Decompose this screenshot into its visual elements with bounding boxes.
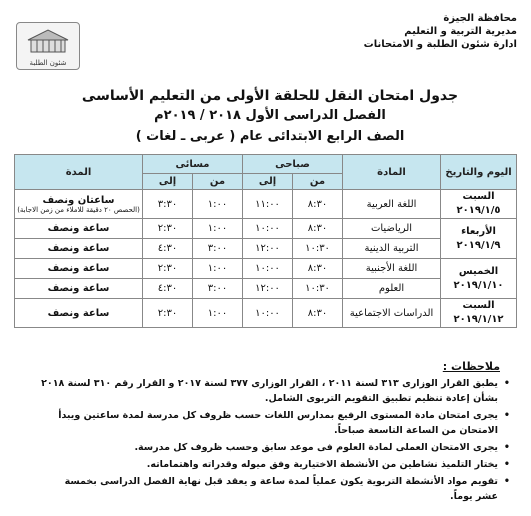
evening-to-cell: ٢:٣٠	[143, 219, 193, 239]
day-date: ٢٠١٩/١/١٠	[453, 279, 504, 291]
note-line: بشأن إعادة تنظيم تطبيق التقويم التربوى الشامل.	[264, 393, 498, 404]
duration-value: ساعتان ونصف	[42, 194, 115, 206]
morning-to-cell: ١٠:٠٠	[243, 259, 293, 279]
evening-to-header: إلى	[143, 174, 193, 190]
subject-cell: الرياضيات	[343, 219, 441, 239]
morning-to-header: إلى	[243, 174, 293, 190]
evening-to-cell: ٤:٣٠	[143, 239, 193, 259]
note-line: يطبق القرار الوزارى ٣١٣ لسنة ٢٠١١ ، القرار الوزارى ٣٧٧ لسنة ٢٠١٧ و القرار رقم ٣١٠ لسنة ٢٠١٨	[41, 378, 498, 389]
list-item	[14, 457, 510, 472]
day-cell	[441, 299, 517, 328]
logo-caption: شئون الطلبة	[29, 59, 67, 67]
notes-title: ملاحظات :	[442, 360, 500, 373]
governorate-name: محافظة الجيزة	[443, 13, 517, 24]
day-cell	[441, 219, 517, 259]
evening-to-cell: ٢:٣٠	[143, 259, 193, 279]
morning-to-cell: ١٢:٠٠	[243, 239, 293, 259]
building-icon	[23, 26, 73, 56]
morning-from-cell: ٨:٣٠	[293, 219, 343, 239]
morning-to-cell: ١٠:٠٠	[243, 219, 293, 239]
note-line: تقويم مواد الأنشطة التربوية يكون عملياً لمدة ساعة و يعقد قبل نهاية الفصل الدراسى بخمسة	[64, 476, 498, 487]
directorate-header	[347, 12, 517, 51]
morning-to-cell: ١١:٠٠	[243, 190, 293, 219]
list-item	[14, 408, 510, 438]
day-name: السبت	[462, 191, 495, 202]
day-name: الأربعاء	[461, 225, 496, 237]
directorate-name: مديرية التربية و التعليم	[404, 26, 517, 37]
subject-cell: التربية الدينية	[343, 239, 441, 259]
subject-cell: اللغة الأجنبية	[343, 259, 441, 279]
note-line: عشر يوماً.	[450, 491, 498, 502]
exam-schedule-table	[14, 154, 517, 328]
morning-from-cell: ٨:٣٠	[293, 259, 343, 279]
list-item	[14, 440, 510, 455]
morning-to-cell: ١٢:٠٠	[243, 279, 293, 299]
duration-cell: ساعة ونصف	[15, 239, 143, 259]
list-item	[14, 474, 510, 504]
notes-section	[14, 360, 516, 506]
table-row	[15, 190, 517, 219]
evening-from-cell: ١:٠٠	[193, 219, 243, 239]
subject-header: المادة	[343, 155, 441, 190]
morning-from-cell: ١٠:٣٠	[293, 279, 343, 299]
evening-header: مسائى	[143, 155, 243, 174]
duration-note: (الحصص ٢٠ دقيقة للاملاء من زمن الاجابة)	[17, 205, 140, 214]
bullet-icon: •	[503, 476, 510, 487]
table-row	[15, 259, 517, 279]
evening-from-cell: ١:٠٠	[193, 259, 243, 279]
duration-cell	[15, 190, 143, 219]
evening-to-cell: ٣:٣٠	[143, 190, 193, 219]
list-item	[14, 376, 510, 406]
note-line: الامتحان من الساعة التاسعة صباحاً.	[334, 425, 498, 436]
evening-from-header: من	[193, 174, 243, 190]
department-logo	[16, 22, 80, 70]
morning-from-cell: ٨:٣٠	[293, 190, 343, 219]
table-row	[15, 219, 517, 239]
subject-cell: الدراسات الاجتماعية	[343, 299, 441, 328]
bullet-icon: •	[503, 459, 510, 470]
day-name: الخميس	[458, 265, 499, 277]
evening-to-cell: ٢:٣٠	[143, 299, 193, 328]
day-date-header: اليوم والتاريخ	[441, 155, 517, 190]
note-line: يجرى امتحان مادة المستوى الرفيع بمدارس اللغات حسب ظروف كل مدرسة لمدة ساعتين ويبدأ	[58, 410, 498, 421]
bullet-icon: •	[503, 410, 510, 421]
duration-header: المدة	[15, 155, 143, 190]
day-date: ٢٠١٩/١/٥	[456, 205, 501, 216]
bullet-icon: •	[503, 378, 510, 389]
evening-to-cell: ٤:٣٠	[143, 279, 193, 299]
duration-cell: ساعة ونصف	[15, 299, 143, 328]
evening-from-cell: ٣:٠٠	[193, 239, 243, 259]
department-name: ادارة شئون الطلبة و الامتحانات	[363, 39, 517, 50]
morning-from-header: من	[293, 174, 343, 190]
duration-cell: ساعة ونصف	[15, 279, 143, 299]
day-date: ٢٠١٩/١/٩	[456, 239, 501, 251]
day-name: السبت	[462, 300, 495, 311]
note-line: يجرى الامتحان العملى لمادة العلوم فى موعد سابق وحسب ظروف كل مدرسة.	[134, 442, 498, 453]
note-line: يختار التلميذ نشاطين من الأنشطة الاختيارية وفق ميوله وقدراته واهتماماته.	[146, 459, 498, 470]
evening-from-cell: ٣:٠٠	[193, 279, 243, 299]
morning-from-cell: ١٠:٣٠	[293, 239, 343, 259]
morning-header: صباحى	[243, 155, 343, 174]
evening-from-cell: ١:٠٠	[193, 299, 243, 328]
table-row	[15, 299, 517, 328]
day-date: ٢٠١٩/١/١٢	[453, 314, 504, 325]
subject-cell: اللغة العربية	[343, 190, 441, 219]
morning-to-cell: ١٠:٠٠	[243, 299, 293, 328]
morning-from-cell: ٨:٣٠	[293, 299, 343, 328]
main-title: جدول امتحان النقل للحلقة الأولى من التعليم الأساسى	[81, 88, 459, 104]
grade-title: الصف الرابع الابتدائى عام ( عربى ـ لغات )	[135, 129, 405, 144]
duration-cell: ساعة ونصف	[15, 259, 143, 279]
header-row	[15, 155, 517, 174]
bullet-icon: •	[503, 442, 510, 453]
subject-cell: العلوم	[343, 279, 441, 299]
duration-cell: ساعة ونصف	[15, 219, 143, 239]
evening-from-cell: ١:٠٠	[193, 190, 243, 219]
term-title: الفصل الدراسى الأول ٢٠١٨ / ٢٠١٩م	[154, 108, 386, 123]
exam-titles	[70, 86, 470, 148]
day-cell	[441, 190, 517, 219]
notes-list	[14, 376, 516, 504]
day-cell	[441, 259, 517, 299]
